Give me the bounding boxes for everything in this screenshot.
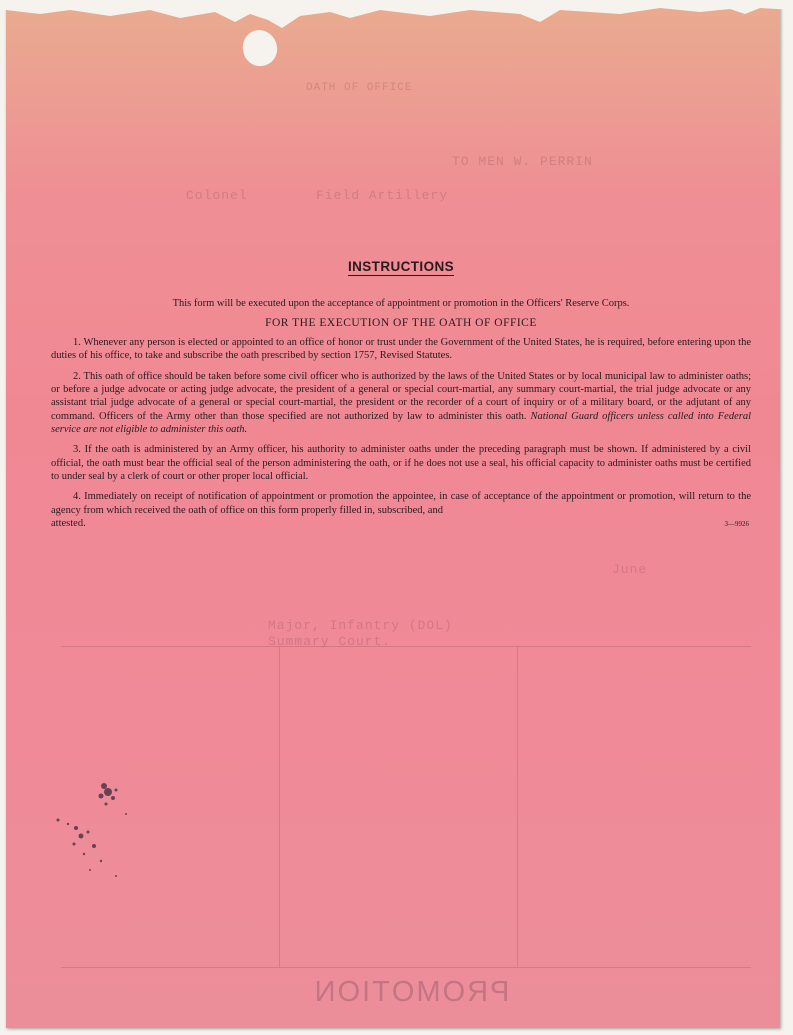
paragraph-2-text: 2. This oath of office should be taken before some civil officer who is authorized by the laws of the United States or by local municipal law to administer oaths; or before a judge advocate or acting judge advocate, the president of a general or special court-martial, any summary court-martial, the trial judge advocate or any assistant trial judge advocate of a general or special court-martial, the president or the recorder of a court of inquiry or of a military board, or the adjutant of any command. Officers of the Army other than those specified are not authorized by law to administer this oath.	[51, 370, 751, 422]
intro-line: This form will be executed upon the acceptance of appointment or promotion in the Officers' Reserve Corps.	[172, 298, 630, 310]
bleed-header: OATH OF OFFICE	[306, 82, 413, 94]
paragraph-3: 3. If the oath is administered by an Army officer, his authority to administer oaths under the preceding paragraph must be shown. If administered by a civil official, the oath must bear the official seal of the person administering the oath, or if he does not use a seal, his official capacity to administer oaths must be certified to under seal by a clerk of court or other proper local official.	[51, 444, 751, 483]
form-code: 3—9926	[724, 520, 749, 528]
torn-top-edge	[0, 0, 793, 40]
paragraph-4-end	[51, 517, 751, 530]
bleed-signer-role: Summary Court.	[268, 634, 392, 649]
paragraph-4	[51, 490, 751, 517]
bleed-name: TO MEN W. PERRIN	[452, 154, 593, 169]
oath-subheading: FOR THE EXECUTION OF THE OATH OF OFFICE	[265, 317, 537, 330]
instructions-title-text: INSTRUCTIONS	[347, 259, 455, 274]
ink-stains	[46, 766, 226, 946]
paragraph-4-text: 4. Immediately on receipt of notification of appointment or promotion the appointee, in case of acceptance of the appointment or promotion, will return to the agency from which received the oath of office on this form properly filled in, subscribed, and	[51, 491, 751, 516]
paragraph-2-italic: National Guard officers unless called into Federal service are not eligible to administer this oath.	[51, 410, 751, 436]
bleed-branch: Field Artillery	[316, 188, 449, 203]
paragraph-1: 1. Whenever any person is elected or appointed to an office of honor or trust under the Government of the United States, he is required, before entering upon the duties of his office, to take and subscribe the oath prescribed by section 1757, Revised Statutes.	[51, 337, 751, 362]
paragraph-2	[51, 370, 751, 437]
pink-form-sheet	[6, 6, 780, 1028]
bleed-month: June	[612, 562, 648, 577]
reverse-watermark: PROMOTION	[312, 976, 510, 1008]
paragraph-4-final-word: attested.	[51, 518, 86, 529]
instructions-title	[51, 258, 751, 275]
instructions-block	[51, 258, 751, 530]
bleed-rank: Colonel	[186, 188, 248, 203]
bleed-signer-title: Major, Infantry (DOL)	[268, 618, 453, 633]
